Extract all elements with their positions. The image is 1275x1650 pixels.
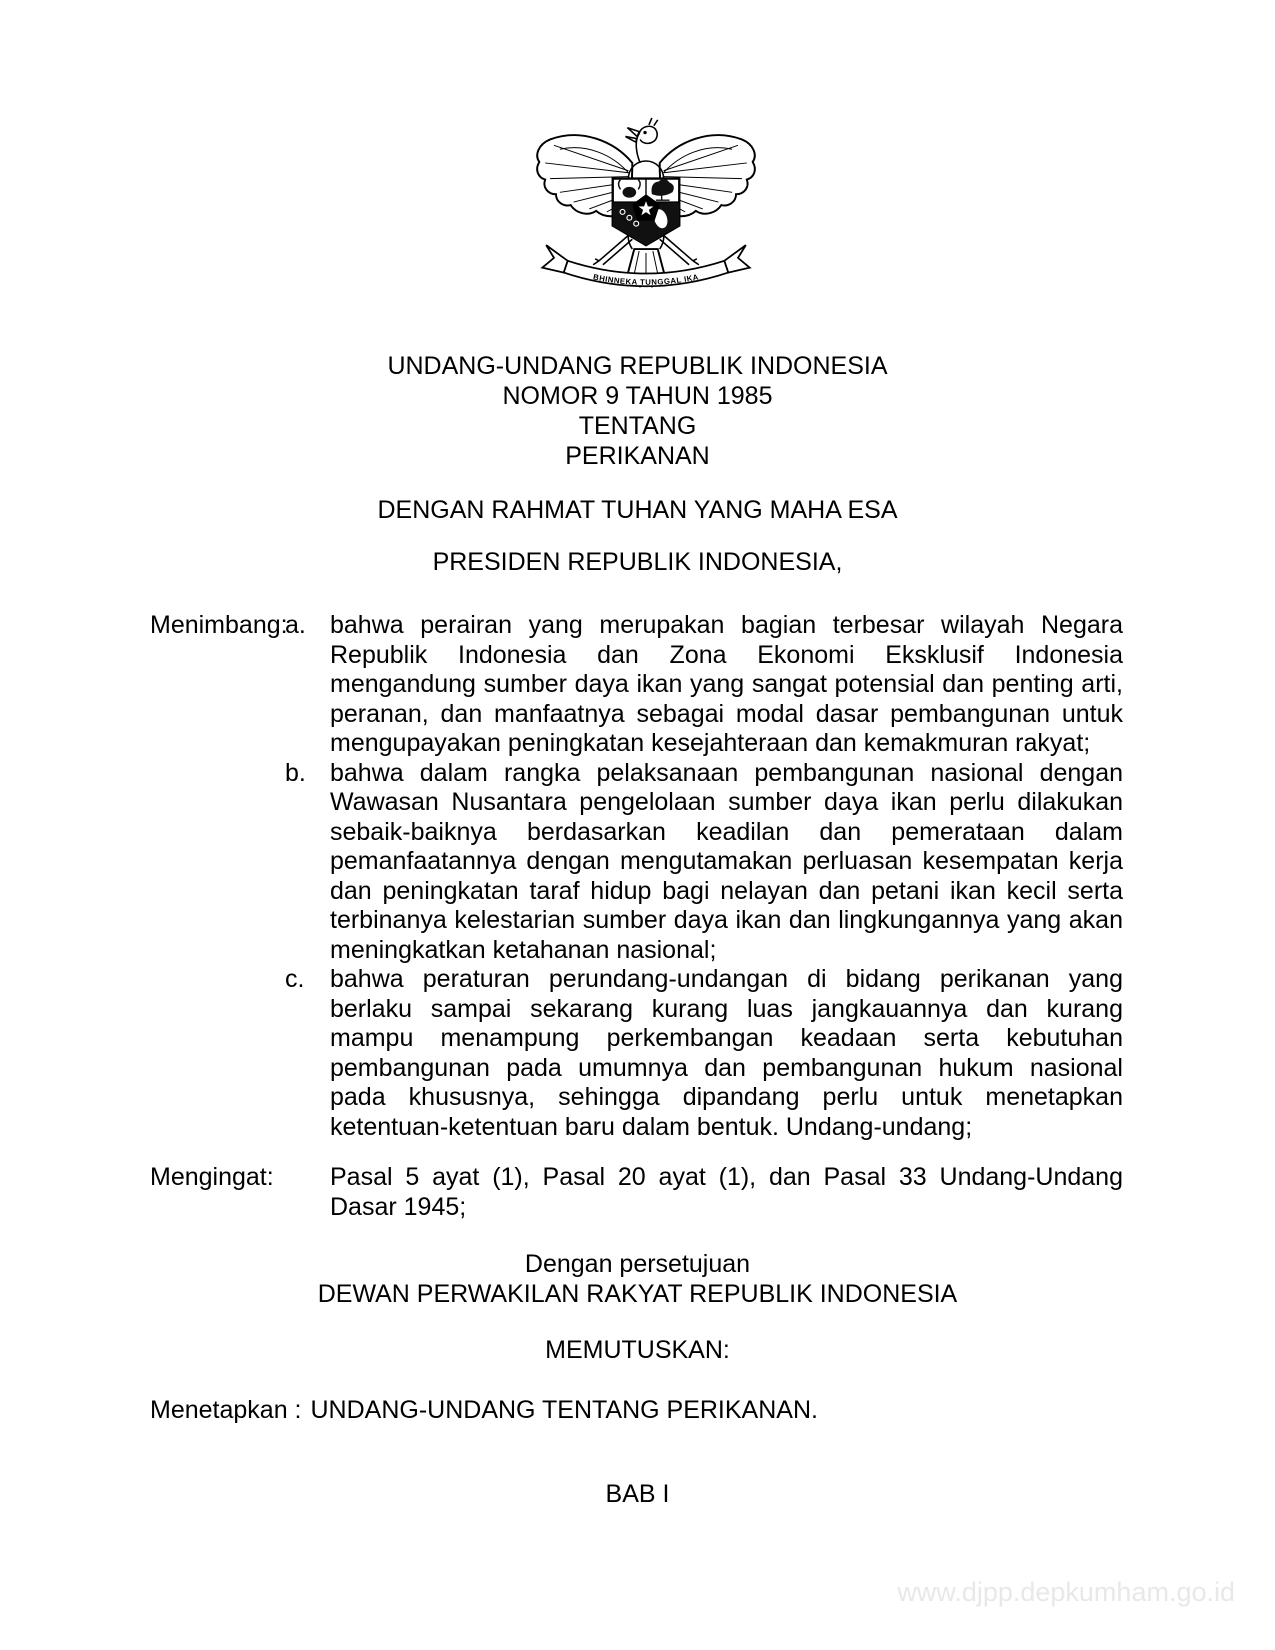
menimbang-item-a	[285, 611, 1123, 759]
decision-heading: MEMUTUSKAN:	[545, 1336, 730, 1364]
item-text: bahwa perairan yang merupakan bagian terbesar wilayah Negara Republik Indonesia dan Zona Ekonomi Eksklusif Indonesia mengandung sumber daya ikan yang sangat potensial dan penting arti, peranan, dan manfaatnya sebagai modal dasar pembangunan untuk mengupayakan peningkatan kesejahteraan dan kemakmuran rakyat;	[330, 611, 1123, 757]
item-text: bahwa dalam rangka pelaksanaan pembangunan nasional dengan Wawasan Nusantara pengelolaan sumber daya ikan perlu dilakukan sebaik-baiknya berdasarkan keadilan dan pemerataan dalam pemanfaatannya dengan mengutamakan perluasan kesempatan kerja dan peningkatan taraf hidup bagi nelayan dan petani ikan kecil serta terbinanya kelestarian sumber daya ikan dan lingkungannya yang akan meningkatkan ketahanan nasional;	[330, 758, 1123, 964]
title-line-2: NOMOR 9 TAHUN 1985	[502, 382, 773, 410]
garuda-pancasila-emblem	[530, 114, 762, 298]
title-line-3: TENTANG	[578, 412, 697, 440]
menimbang-label: Menimbang:	[150, 611, 288, 639]
menimbang-item-b	[285, 759, 1123, 966]
issuer-line: PRESIDEN REPUBLIK INDONESIA,	[432, 548, 843, 576]
menetapkan-text: UNDANG-UNDANG TENTANG PERIKANAN.	[310, 1396, 818, 1424]
pancasila-shield	[613, 179, 680, 246]
invocation-line: DENGAN RAHMAT TUHAN YANG MAHA ESA	[377, 496, 898, 524]
menimbang-item-c	[285, 965, 1123, 1142]
agreement-line-1: Dengan persetujuan	[524, 1250, 751, 1278]
garuda-emblem-icon	[530, 114, 762, 298]
item-letter: c.	[285, 965, 305, 993]
menimbang-items	[285, 611, 1123, 1142]
item-letter: a.	[285, 611, 306, 639]
mengingat-text: Pasal 5 ayat (1), Pasal 20 ayat (1), dan Pasal 33 Undang-Undang Dasar 1945;	[330, 1163, 1123, 1221]
menimbang-section	[150, 611, 1123, 1142]
agreement-line-2: DEWAN PERWAKILAN RAKYAT REPUBLIK INDONESIA	[317, 1279, 958, 1308]
mengingat-label: Mengingat:	[150, 1163, 274, 1191]
watermark-text: www.djpp.depkumham.go.id	[897, 1577, 1235, 1607]
item-text: bahwa peraturan perundang-undangan di bidang perikanan yang berlaku sampai sekarang kurang luas jangkauannya dan kurang mampu menampung perkembangan keadaan serta kebutuhan pembangunan pada umumnya dan pembangunan hukum nasional pada khususnya, sehingga dipandang perlu untuk menetapkan ketentuan-ketentuan baru dalam bentuk. Undang-undang;	[330, 965, 1123, 1141]
title-line-1: UNDANG-UNDANG REPUBLIK INDONESIA	[387, 352, 888, 380]
item-letter: b.	[285, 758, 306, 787]
garuda-head	[625, 118, 657, 163]
chapter-heading: BAB I	[605, 1480, 670, 1508]
emblem-motto: BHINNEKA TUNGGAL IKA	[592, 272, 700, 287]
mengingat-section	[150, 1163, 1123, 1222]
menetapkan-line	[150, 1396, 818, 1425]
document-title	[150, 351, 1125, 471]
title-line-4: PERIKANAN	[565, 442, 710, 470]
menetapkan-label: Menetapkan :	[150, 1396, 302, 1424]
agreement-block	[150, 1250, 1125, 1309]
